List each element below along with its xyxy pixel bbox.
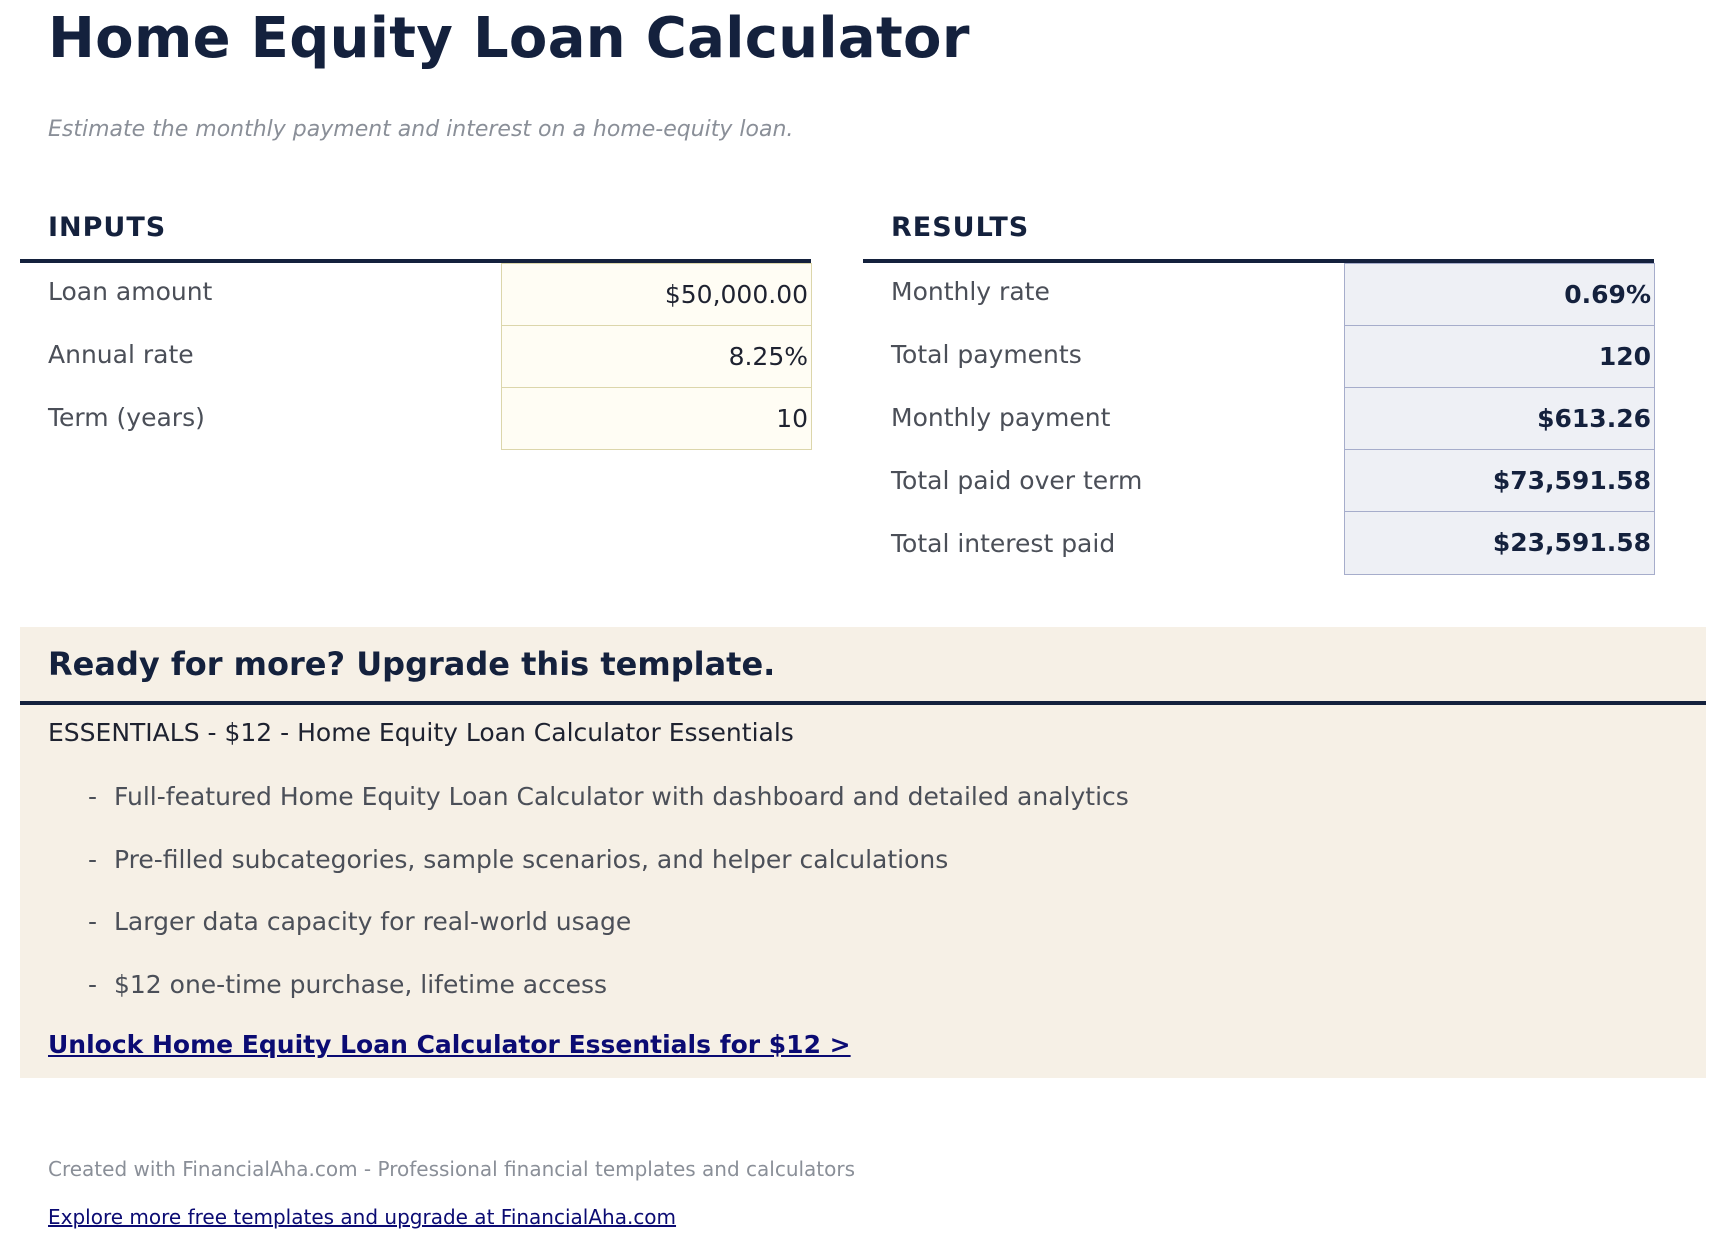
feature-item [88,845,948,874]
inputs-heading: INPUTS [48,212,167,243]
results-heading: RESULTS [891,212,1030,243]
unlock-essentials-link[interactable]: Unlock Home Equity Loan Calculator Essentials for $12 > [48,1030,851,1059]
footer-credit: Created with FinancialAha.com - Professional financial templates and calculators [48,1157,856,1181]
bullet-dash: - [88,845,98,874]
bullet-dash: - [88,907,98,936]
page-subtitle: Estimate the monthly payment and interest on a home-equity loan. [48,117,794,142]
term-years-label: Term (years) [48,403,205,432]
feature-item [88,970,607,999]
essentials-line: ESSENTIALS - $12 - Home Equity Loan Calculator Essentials [48,718,794,747]
term-years-input[interactable]: 10 [501,387,812,450]
feature-item [88,782,1129,811]
monthly-rate-value: 0.69% [1344,263,1655,326]
feature-text: Pre-filled subcategories, sample scenarios, and helper calculations [114,845,949,874]
total-paid-label: Total paid over term [891,466,1143,495]
page-title: Home Equity Loan Calculator [48,6,970,71]
total-interest-label: Total interest paid [891,529,1116,558]
feature-text: Full-featured Home Equity Loan Calculator with dashboard and detailed analytics [114,782,1129,811]
loan-amount-input[interactable]: $50,000.00 [501,263,812,326]
total-paid-value: $73,591.58 [1344,449,1655,512]
feature-text: $12 one-time purchase, lifetime access [114,970,608,999]
annual-rate-input[interactable]: 8.25% [501,325,812,388]
monthly-payment-label: Monthly payment [891,403,1111,432]
bullet-dash: - [88,970,98,999]
feature-text: Larger data capacity for real-world usage [114,907,632,936]
explore-templates-link[interactable]: Explore more free templates and upgrade at FinancialAha.com [48,1205,677,1229]
monthly-payment-value: $613.26 [1344,387,1655,450]
annual-rate-label: Annual rate [48,340,194,369]
feature-item [88,907,631,936]
loan-amount-label: Loan amount [48,277,213,306]
total-interest-value: $23,591.58 [1344,511,1655,575]
total-payments-label: Total payments [891,340,1082,369]
monthly-rate-label: Monthly rate [891,277,1050,306]
total-payments-value: 120 [1344,325,1655,388]
upgrade-title: Ready for more? Upgrade this template. [48,645,776,683]
upgrade-divider [20,701,1706,705]
bullet-dash: - [88,782,98,811]
